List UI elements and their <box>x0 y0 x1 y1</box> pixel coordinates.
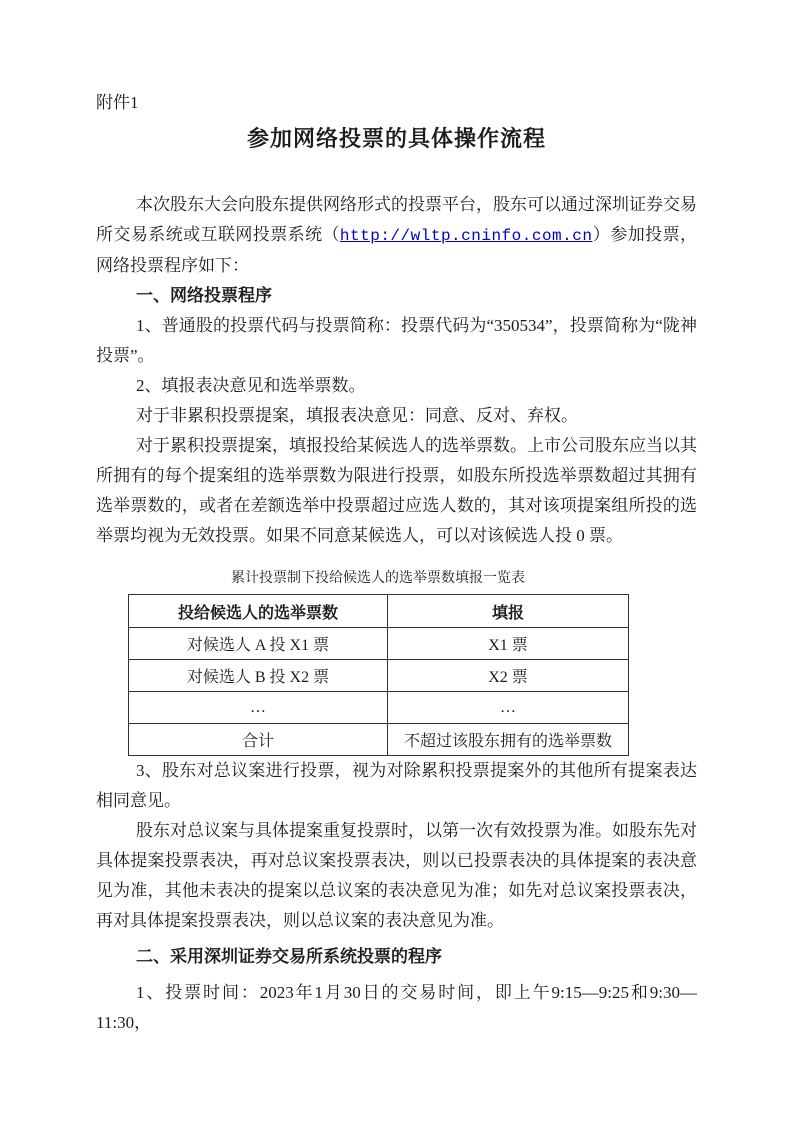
table-cell: 对候选人 A 投 X1 票 <box>129 628 388 660</box>
table-cell: X1 票 <box>388 628 629 660</box>
table-row <box>129 660 629 692</box>
voting-website-link[interactable]: http://wltp.cninfo.com.cn <box>339 227 593 245</box>
intro-text-after-link: ）参加投票，网络投票程序如下： <box>96 225 698 275</box>
attachment-label: 附件1 <box>96 93 139 112</box>
document-title: 参加网络投票的具体操作流程 <box>246 126 546 151</box>
section1-heading: 一、网络投票程序 <box>136 286 272 305</box>
paragraph-vote-code: 1、普通股的投票代码与投票简称：投票代码为“350534”，投票简称为“陇神投票”。 <box>96 316 697 365</box>
table-cell: … <box>129 692 388 724</box>
paragraph-non-cumulative: 对于非累积投票提案，填报表决意见：同意、反对、弃权。 <box>136 406 578 425</box>
table-cell: 合计 <box>129 724 388 756</box>
table-row <box>129 692 629 724</box>
paragraph-duplicate-voting: 股东对总议案与具体提案重复投票时，以第一次有效投票为准。如股东先对具体提案投票表决，再对总议案投票表决，则以已投票表决的具体提案的表决意见为准，其他未表决的提案以总议案的表决意见为准；如先对总议案投票表决，再对具体提案投票表决，则以总议案的表决意见为准。 <box>96 821 697 930</box>
table-cell: … <box>388 692 629 724</box>
table-row <box>129 628 629 660</box>
paragraph-voting-time: 1、投票时间：2023年1月30日的交易时间，即上午9:15—9:25和9:30—11:30， <box>96 983 697 1032</box>
table-cell: X2 票 <box>388 660 629 692</box>
table-row <box>129 724 629 756</box>
table-cell: 不超过该股东拥有的选举票数 <box>388 724 629 756</box>
table-header-row <box>129 595 629 628</box>
paragraph-cumulative: 对于累积投票提案，填报投给某候选人的选举票数。上市公司股东应当以其所拥有的每个提案组的选举票数为限进行投票，如股东所投选举票数超过其拥有选举票数的，或者在差额选举中投票超过应选人数的，其对该项提案组所投的选举票均视为无效投票。如果不同意某候选人，可以对该候选人投 0 票。 <box>96 436 697 545</box>
intro-text-before-link: 本次股东大会向股东提供网络形式的投票平台，股东可以通过深圳证券交易所交易系统或互联网投票系统（ <box>96 195 697 244</box>
intro-paragraph <box>96 190 697 281</box>
table-cell: 对候选人 B 投 X2 票 <box>129 660 388 692</box>
table-header-cell-votes: 投给候选人的选举票数 <box>129 595 388 628</box>
section2-heading: 二、采用深圳证券交易所系统投票的程序 <box>136 947 442 966</box>
paragraph-general-proposal: 3、股东对总议案进行投票，视为对除累积投票提案外的其他所有提案表达相同意见。 <box>96 761 697 810</box>
paragraph-fill-opinions: 2、填报表决意见和选举票数。 <box>136 376 366 395</box>
table-header-cell-fill: 填报 <box>388 595 629 628</box>
cumulative-vote-table <box>128 594 629 756</box>
table-caption: 累计投票制下投给候选人的选举票数填报一览表 <box>231 571 525 586</box>
